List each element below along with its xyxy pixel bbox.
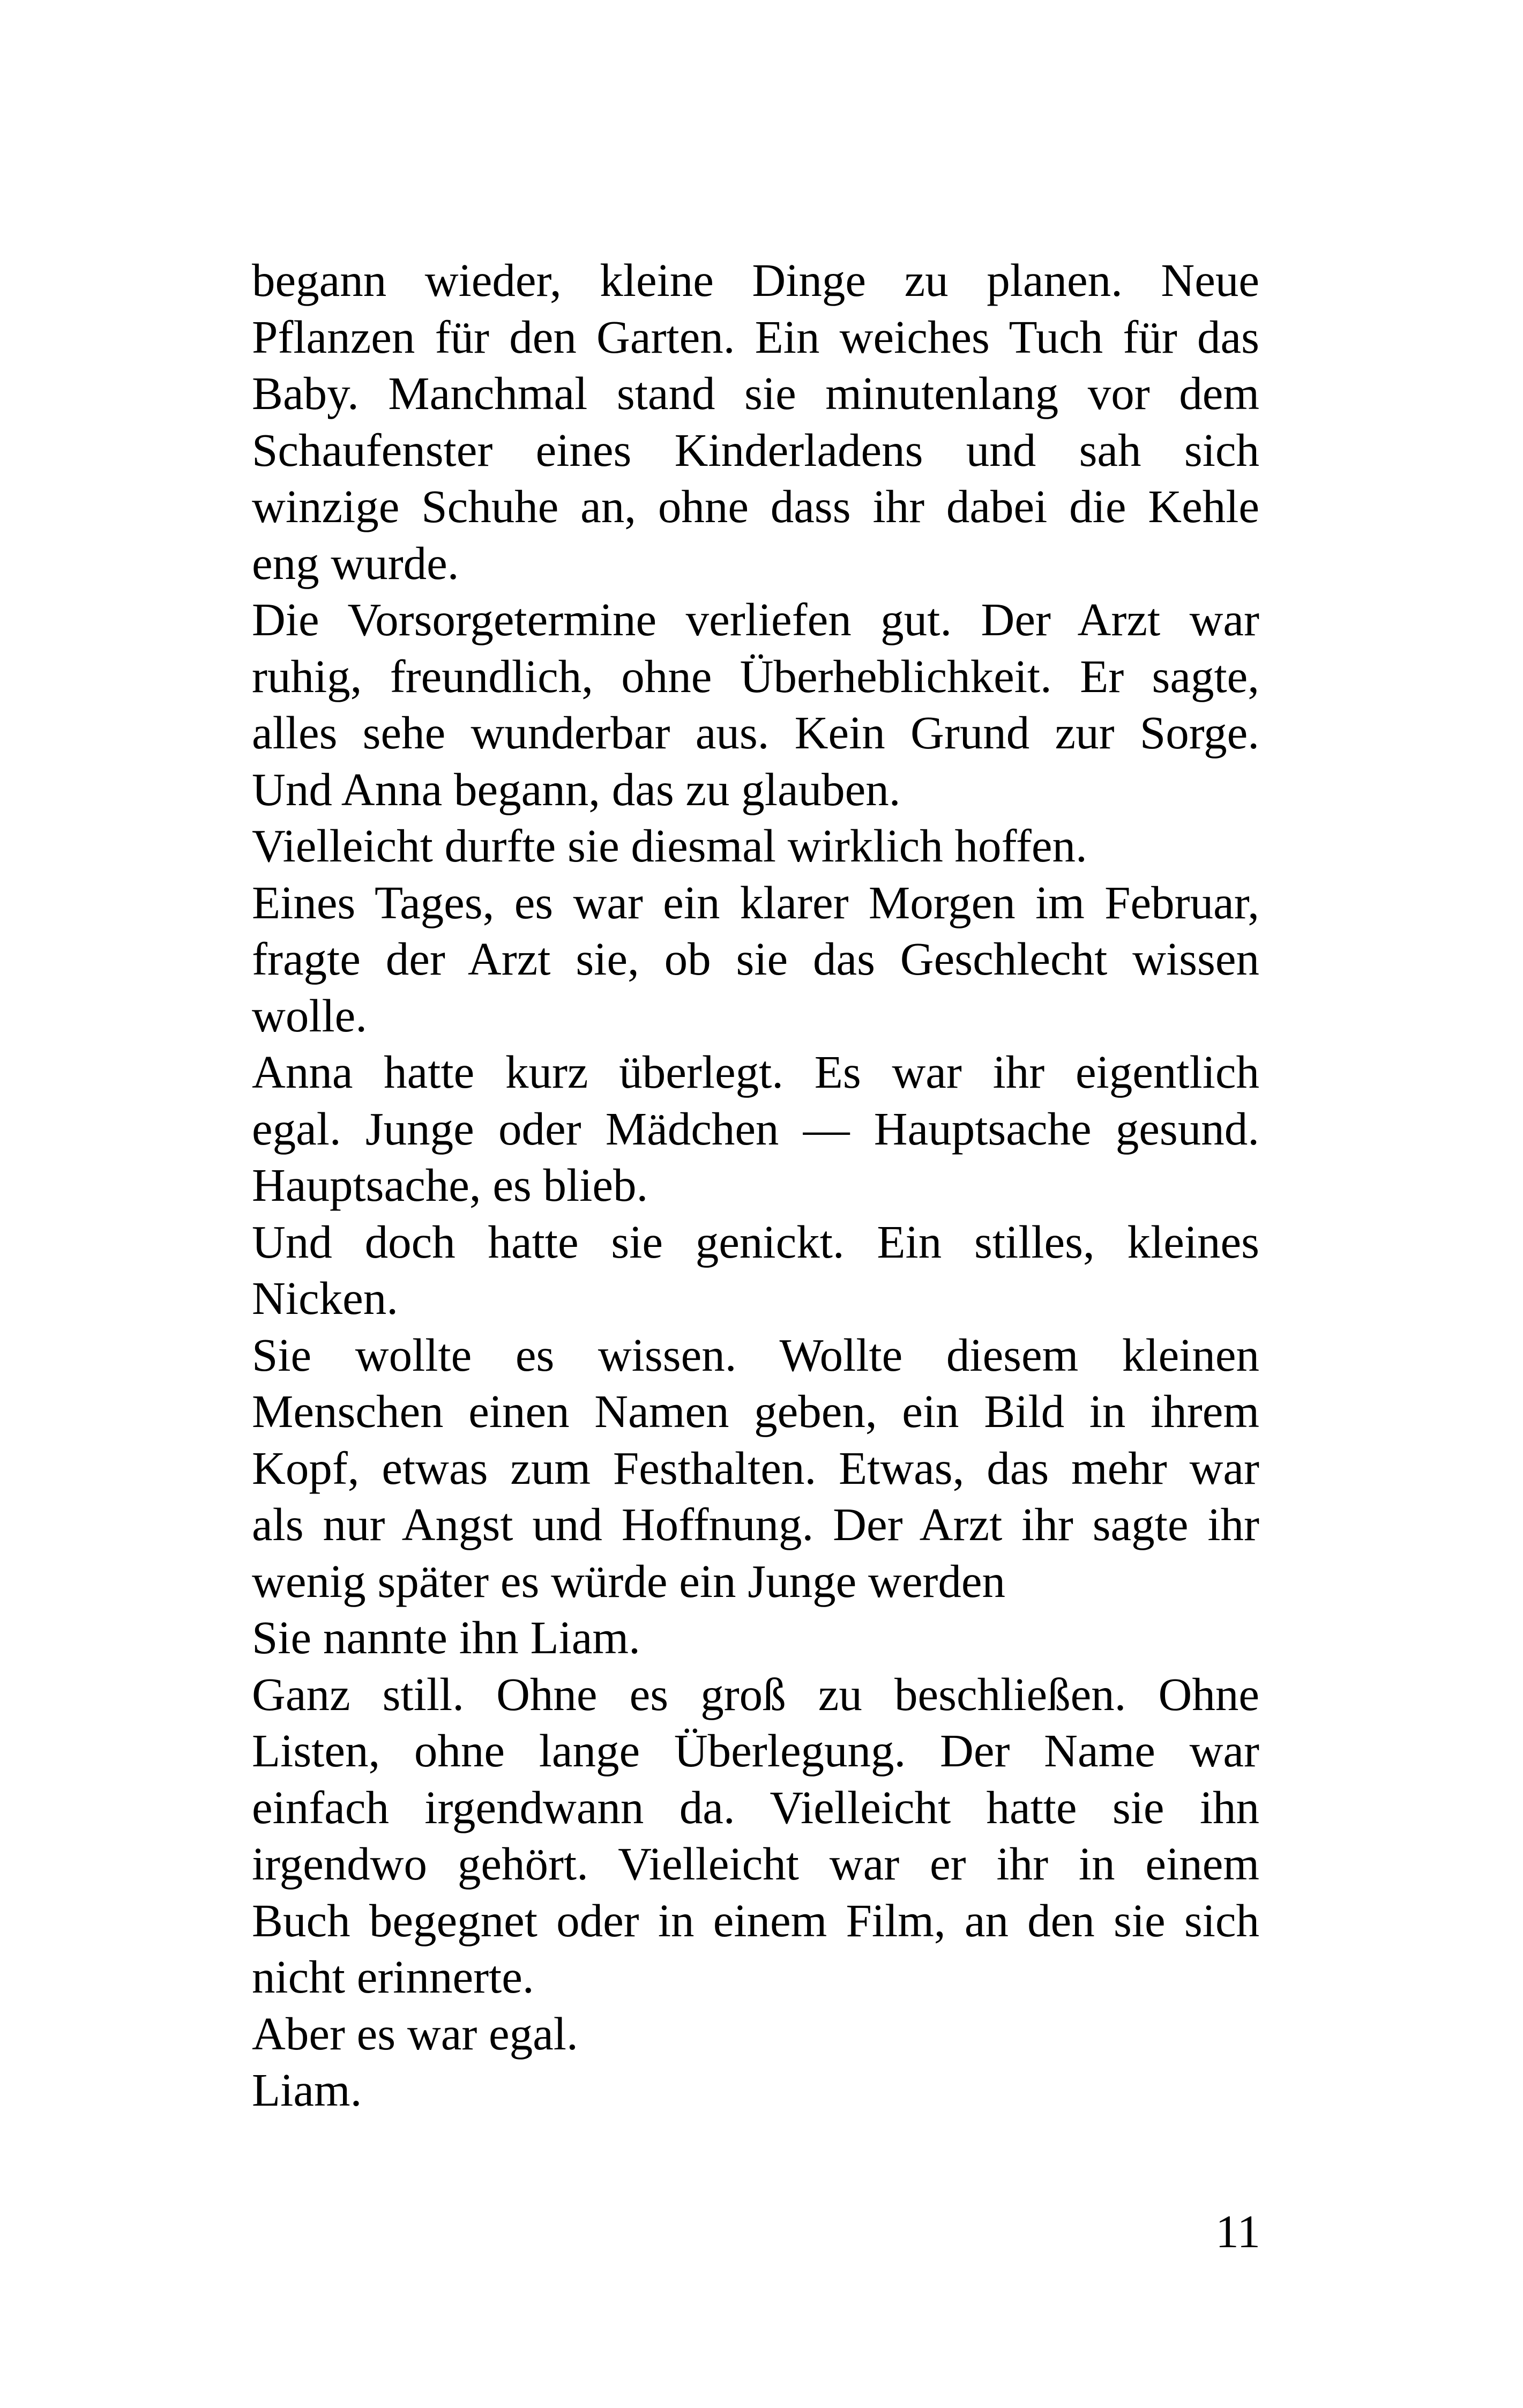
- text-line: Die Vorsorgetermine verliefen gut. Der Arzt war: [252, 593, 1259, 645]
- text-line: alles sehe wunderbar aus. Kein Grund zur Sorge.: [252, 707, 1259, 759]
- text-line: Aber es war egal.: [252, 2007, 578, 2060]
- text-line: Eines Tages, es war ein klarer Morgen im Februar,: [252, 876, 1259, 928]
- text-line: Buch begegnet oder in einem Film, an den sie sich: [252, 1894, 1259, 1946]
- text-line: wolle.: [252, 989, 368, 1042]
- text-line: eng wurde.: [252, 537, 459, 589]
- text-line: begann wieder, kleine Dinge zu planen. Neue: [252, 254, 1259, 306]
- text-line: ruhig, freundlich, ohne Überheblichkeit. Er sagte,: [252, 650, 1259, 702]
- text-line: fragte der Arzt sie, ob sie das Geschlecht wissen: [252, 933, 1259, 985]
- text-line: Baby. Manchmal stand sie minutenlang vor dem: [252, 367, 1259, 419]
- text-line: Nicken.: [252, 1272, 398, 1324]
- text-line: wenig später es würde ein Junge werden: [252, 1555, 1006, 1607]
- text-line: Kopf, etwas zum Festhalten. Etwas, das mehr war: [252, 1441, 1259, 1494]
- text-line: Pflanzen für den Garten. Ein weiches Tuch für das: [252, 310, 1259, 363]
- text-line: Liam.: [252, 2064, 362, 2116]
- text-line: Ganz still. Ohne es groß zu beschließen. Ohne: [252, 1668, 1259, 1720]
- text-line: Hauptsache, es blieb.: [252, 1159, 648, 1211]
- text-line: egal. Junge oder Mädchen — Hauptsache gesund.: [252, 1102, 1259, 1155]
- text-line: Und Anna begann, das zu glauben.: [252, 763, 901, 815]
- text-line: winzige Schuhe an, ohne dass ihr dabei die Kehle: [252, 480, 1259, 532]
- text-line: Und doch hatte sie genickt. Ein stilles, kleines: [252, 1215, 1259, 1268]
- text-line: Sie nannte ihn Liam.: [252, 1611, 640, 1663]
- text-line: Listen, ohne lange Überlegung. Der Name war: [252, 1725, 1259, 1777]
- page-number: 11: [1215, 2205, 1260, 2257]
- body-text: [252, 252, 1259, 2119]
- text-line: irgendwo gehört. Vielleicht war er ihr in einem: [252, 1838, 1259, 1890]
- text-line: Schaufenster eines Kinderladens und sah sich: [252, 423, 1259, 476]
- text-line: einfach irgendwann da. Vielleicht hatte sie ihn: [252, 1781, 1259, 1833]
- text-line: Menschen einen Namen geben, ein Bild in ihrem: [252, 1385, 1259, 1437]
- text-line: als nur Angst und Hoffnung. Der Arzt ihr sagte ihr: [252, 1498, 1259, 1550]
- text-line: nicht erinnerte.: [252, 1951, 534, 2003]
- text-line: Sie wollte es wissen. Wollte diesem kleinen: [252, 1328, 1259, 1381]
- text-line: Anna hatte kurz überlegt. Es war ihr eigentlich: [252, 1046, 1259, 1098]
- text-line: Vielleicht durfte sie diesmal wirklich hoffen.: [252, 820, 1087, 872]
